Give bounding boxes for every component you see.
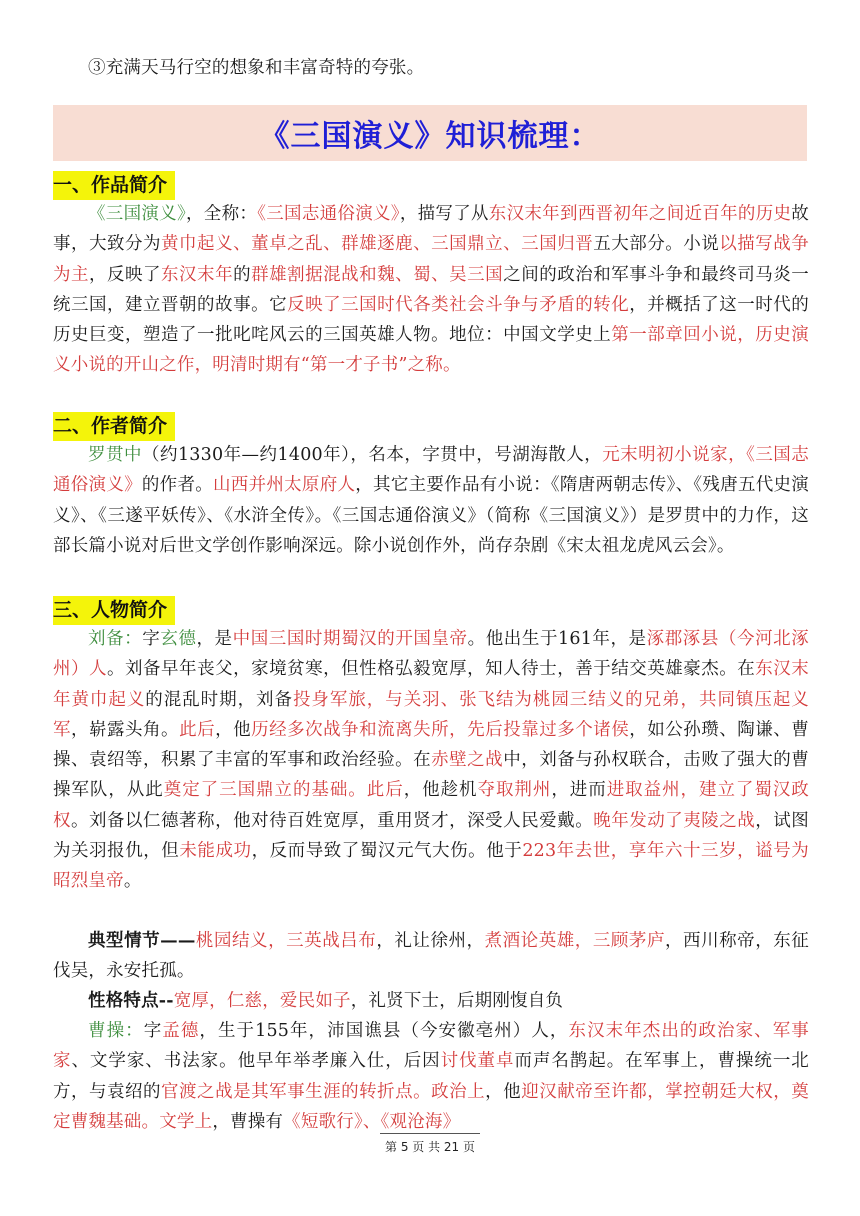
text-run: 晚年发动了夷陵之战 <box>593 810 756 831</box>
text-run: 东汉末年杰出的政治家、军事家 <box>53 1021 809 1072</box>
text-run: 进取益州，建立了蜀汉政权 <box>53 780 809 831</box>
text-run: 223年去世，享年六十三岁，谥号为昭烈皇帝 <box>53 841 810 892</box>
text-run: （约1330年—约1400年），名本，字贯中，号湖海散人， <box>141 445 603 465</box>
text-run: ，他 <box>485 1081 522 1102</box>
text-run: ，全称： <box>186 204 258 224</box>
plot-label: 典型情节—— <box>88 931 196 951</box>
intro-line: ③充满天马行空的想象和丰富奇特的夸张。 <box>88 58 425 78</box>
text-run: ，反而导致了蜀汉元气大伤。他于 <box>251 841 523 862</box>
text-run: ，其它主要作品有小说：《隋唐两朝志传》、《残唐五代史演义》、《三遂平妖传》、《水浒全传》。《三国志通俗演义》（简称《三国演义》）是罗贯中的力作，这部长篇小说对后世文学创作影响深远。除小说创作外，尚存杂剧《宋太祖龙虎风云会》。 <box>53 475 809 556</box>
page-title: 《三国演义》知识梳理： <box>259 119 601 154</box>
text-run: 桃园结义，三英战吕布 <box>195 931 377 951</box>
liubei-plot-paragraph <box>53 926 809 987</box>
text-run: ，他 <box>215 719 252 740</box>
trait-label: 性格特点-- <box>88 991 174 1011</box>
text-run: 曹操： <box>88 1021 144 1041</box>
text-run: 山西并州太原府人 <box>213 475 356 496</box>
text-run: 。他出生于161年，是 <box>467 629 647 649</box>
text-run: 历经多次战争和流离失所，先后投靠过多个诸侯 <box>251 719 630 740</box>
text-run: 夺取荆州 <box>477 780 552 801</box>
section-heading-work-intro: 一、作品简介 <box>53 171 175 200</box>
text-run: 五大部分。小说 <box>593 234 720 255</box>
liubei-paragraph <box>53 624 809 897</box>
text-run: 奠定了三国鼎立的基础。此后 <box>163 780 404 801</box>
text-run: ，生于155年，沛国谯县（今安徽亳州）人， <box>199 1021 569 1041</box>
text-run: ，曹操有 <box>212 1111 284 1132</box>
trait-text <box>174 991 563 1011</box>
text-run: 玄德 <box>160 629 197 649</box>
text-run: 第一部章回小说，历史演义小说的开山之作，明清时期有“第一才子书”之称。 <box>53 325 810 376</box>
text-run: ，他趁机 <box>403 780 478 801</box>
text-run: 投身军旅，与关羽、张飞结为桃园三结义的兄弟，共同镇压起义军 <box>53 689 809 740</box>
text-run: 黄巾起义、董卓之乱、群雄逐鹿、三国鼎立、三国归晋 <box>161 234 594 255</box>
text-run: 此后 <box>179 719 216 740</box>
text-run: 刘备： <box>88 629 143 649</box>
text-run: 之间的政治和军事斗争和最终司马炎一统三国，建立晋朝的故事。它 <box>53 264 809 315</box>
text-run: 元末明初小说家，《三国志通俗演义》 <box>53 445 809 496</box>
text-run: 未能成功 <box>179 841 252 862</box>
author-intro-paragraph <box>53 440 809 561</box>
text-run: 的混乱时期，刘备 <box>145 689 293 710</box>
text-run: 的作者。 <box>141 475 214 496</box>
text-run: 反映了三国时代各类社会斗争与矛盾的转化 <box>287 294 630 315</box>
text-run: ，反映了 <box>89 264 162 285</box>
text-run: ，西川称帝，东征伐吴，永安托孤。 <box>53 931 810 982</box>
text-run: 、文学家、书法家。他早年举孝廉入仕，后因 <box>71 1051 441 1072</box>
text-run: 字 <box>142 629 161 649</box>
text-run: 中国三国时期蜀汉的开国皇帝 <box>232 629 468 649</box>
text-run: 涿郡涿县（今河北涿州）人 <box>53 629 809 680</box>
text-run: 宽厚，仁慈，爱民如子 <box>173 991 351 1011</box>
text-run: 。刘备以仁德著称，他对待百姓宽厚，重用贤才，深受人民爱戴。 <box>71 810 594 831</box>
text-run: ，并概括了这一时代的历史巨变，塑造了一批叱咤风云的三国英雄人物。地位：中国文学史上 <box>53 294 809 346</box>
text-run: 迎汉献帝至许都，掌控朝廷大权，奠定曹魏基础。文学上 <box>53 1081 809 1132</box>
section-heading-author-intro: 二、作者简介 <box>53 412 175 441</box>
text-run: 中，刘备与孙权联合，击败了强大的曹操军队，从此 <box>53 750 809 801</box>
text-run: 的 <box>233 264 252 285</box>
text-run: 讨伐董卓 <box>440 1051 515 1072</box>
work-intro-paragraph <box>53 199 809 381</box>
text-run: 东汉末年黄巾起义 <box>53 659 809 710</box>
text-run: 赤壁之战 <box>431 750 504 771</box>
text-run: ，礼贤下士，后期刚愎自负 <box>350 991 564 1011</box>
text-run: 《三国演义》 <box>88 204 187 224</box>
text-run: 煮酒论英雄，三顾茅庐 <box>484 931 666 951</box>
text-run: 罗贯中 <box>88 445 142 465</box>
section-heading-characters: 三、人物简介 <box>53 596 175 625</box>
text-run: ，是 <box>196 629 233 649</box>
text-run: 孟德 <box>162 1021 200 1041</box>
text-run: 字 <box>143 1021 163 1041</box>
text-run: 。 <box>123 871 142 892</box>
text-run: 以描写战争为主 <box>53 234 810 285</box>
text-run: 故事，大致分为 <box>53 204 809 255</box>
text-run: 《三国志通俗演义》 <box>257 204 400 224</box>
title-banner <box>53 105 807 161</box>
text-run: 东汉末年 <box>161 264 234 285</box>
text-run: 群雄割据混战和魏、蜀、吴三国 <box>251 264 504 285</box>
text-run: 。刘备早年丧父，家境贫寒，但性格弘毅宽厚，知人待士，善于结交英雄豪杰。在 <box>107 659 756 680</box>
text-run: ，礼让徐州， <box>376 931 485 951</box>
text-run: ，进而 <box>551 780 607 801</box>
page-number-footer: 第 5 页 共 21 页 <box>385 1140 475 1154</box>
text-run: 官渡之战是其军事生涯的转折点。政治上 <box>161 1081 486 1102</box>
caocao-paragraph <box>53 1016 809 1137</box>
text-run: ，描写了从 <box>399 204 489 224</box>
text-run: ，崭露头角。 <box>71 719 180 740</box>
liubei-trait-paragraph <box>53 986 809 1016</box>
footer-divider <box>380 1133 480 1134</box>
text-run: 而声名鹊起。在军事上，曹操统一北方，与袁绍的 <box>53 1051 809 1102</box>
text-run: ，试图为关羽报仇，但 <box>53 810 809 862</box>
text-run: 《短歌行》、《观沧海》 <box>283 1111 461 1132</box>
text-run: 东汉末年到西晋初年之间近百年的历史 <box>488 204 792 224</box>
text-run: ，如公孙瓒、陶谦、曹操、袁绍等，积累了丰富的军事和政治经验。在 <box>53 719 810 771</box>
